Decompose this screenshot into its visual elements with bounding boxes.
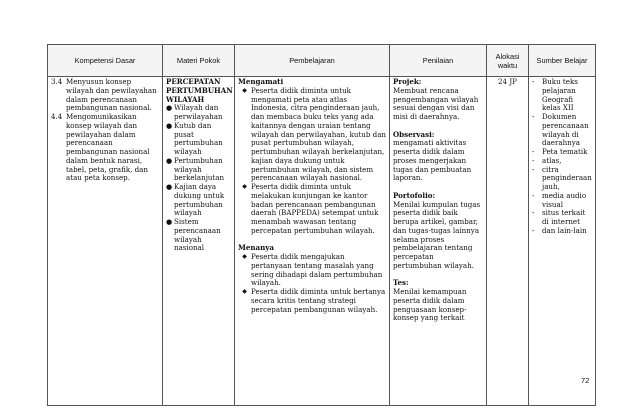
penilaian-cell [390,77,487,406]
kompetensi-item [51,78,159,113]
materi-cell [163,77,235,406]
materi-title: PERCEPATAN PERTUMBUHAN WILAYAH [166,77,233,104]
penilaian-heading: Tes: [393,278,409,288]
list-item: - media audio visual [532,190,587,209]
list-item: - citra penginderaan jauh, [532,164,592,191]
kompetensi-number: 4.4 [51,112,63,121]
penilaian-heading: Portofolio: [393,190,436,200]
alokasi-value: 24 JP [498,77,517,86]
list-item: - Buku teks pelajaran Geografi kelas XII [532,77,578,113]
list-item: - situs terkait di internet [532,208,586,226]
diamond-bullet-icon: ◆ [242,288,247,295]
list-item: ● Sistem perencanaan wilayah nasional [166,218,231,253]
materi-item-text: Kutub dan pusat pertumbuhan wilayah [174,120,223,156]
list-item: - dan lain-lain [532,225,587,235]
materi-item-text: Wilayah dan perwilayahan [174,103,223,121]
sumber-cell [529,77,596,406]
materi-item-text: Pertumbuhan wilayah berkelanjutan [174,155,225,183]
table-row [48,77,596,406]
list-item: ● Kutub dan pusat pertumbuhan wilayah [166,122,231,157]
diamond-bullet-icon: ◆ [242,183,247,190]
list-item: - Dokumen perencanaan wilayah di daerahnya [532,112,589,148]
kompetensi-text: Menyusun konsep wilayah dan pewilayahan dalam perencanaan pembangunan nasional. [66,77,157,113]
list-item: ◆ Peserta didik diminta untuk melakukan kunjungan ke kantor badan perencanaan pembangunan daerah (BAPPEDA) setempat untuk menambah wawasan tentang percepatan pertumbuhan wilayah. [238,183,386,236]
header-pembelajaran: Pembelajaran [235,45,390,77]
pembelajaran-cell [235,77,390,406]
materi-item-text: Sistem perencanaan wilayah nasional [174,217,221,253]
menanya-heading: Menanya [238,243,274,253]
materi-item-text: Kajian daya dukung untuk pertumbuhan wilayah [174,182,225,218]
header-materi: Materi Pokok [163,45,235,77]
penilaian-heading: Observasi: [393,129,435,139]
penilaian-text: Menilai kumpulan tugas peserta didik baik berupa artikel, gambar, dan tugas-tugas lainnya selama proses pembelajaran tentang percepatan pertumbuhan wilayah. [393,199,481,270]
penilaian-heading: Projek: [393,77,422,86]
table-header-row [48,45,596,77]
alokasi-cell [487,77,529,406]
kompetensi-item [51,113,159,183]
header-penilaian: Penilaian [390,45,487,77]
list-item: ● Wilayah dan perwilayahan [166,104,231,122]
penilaian-text: mengamati aktivitas peserta didik dalam proses mengerjakan tugas dan pembuatan laporan. [393,138,472,183]
list-item: ◆ Peserta didik diminta untuk bertanya secara kritis tentang strategi percepatan pembangunan wilayah. [238,288,386,314]
kompetensi-text: Mengomunikasikan konsep wilayah dan pewilayahan dalam perencanaan pembangunan nasional dalam bentuk narasi, tabel, peta, grafik, dan atau peta konsep. [66,112,150,183]
penilaian-text: Menilai kemampuan peserta didik dalam penguasaan konsep-konsep yang terkait [393,287,467,323]
list-item: - Peta tematik [532,147,588,156]
list-item: ◆ Peserta didik diminta untuk mengamati peta atau atlas Indonesia, citra penginderaan jauh, dan membaca buku teks yang ada kaitannya dengan uraian tentang wilayah dan perwilayahan, kutub dan pusat pertumbuhan wilayah, pertumbuhan wilayah berkelanjutan, kajian daya dukung untuk pertumbuhan wilayah, dan sistem perencanaan wilayah nasional. [238,87,386,183]
kompetensi-cell [48,77,163,406]
header-sumber: Sumber Belajar [529,45,596,77]
header-alokasi: Alokasi waktu [487,45,529,77]
list-item: ● Pertumbuhan wilayah berkelanjutan [166,157,231,183]
header-kompetensi: Kompetensi Dasar [48,45,163,77]
page-number: 72 [581,376,590,385]
list-item: ● Kajian daya dukung untuk pertumbuhan wilayah [166,183,231,218]
penilaian-text: Membuat rencana pengembangan wilayah sesuai dengan visi dan misi di daerahnya. [393,85,479,121]
list-item: ◆ Peserta didik mengajukan pertanyaan tentang masalah yang sering dihadapi dalam pertumbuhan wilayah. [238,253,386,288]
kompetensi-number: 3.4 [51,77,63,86]
diamond-bullet-icon: ◆ [242,86,247,94]
mengamati-heading: Mengamati [238,77,284,86]
diamond-bullet-icon: ◆ [242,253,247,260]
syllabus-table [47,44,596,406]
list-item: - atlas, [532,155,562,165]
